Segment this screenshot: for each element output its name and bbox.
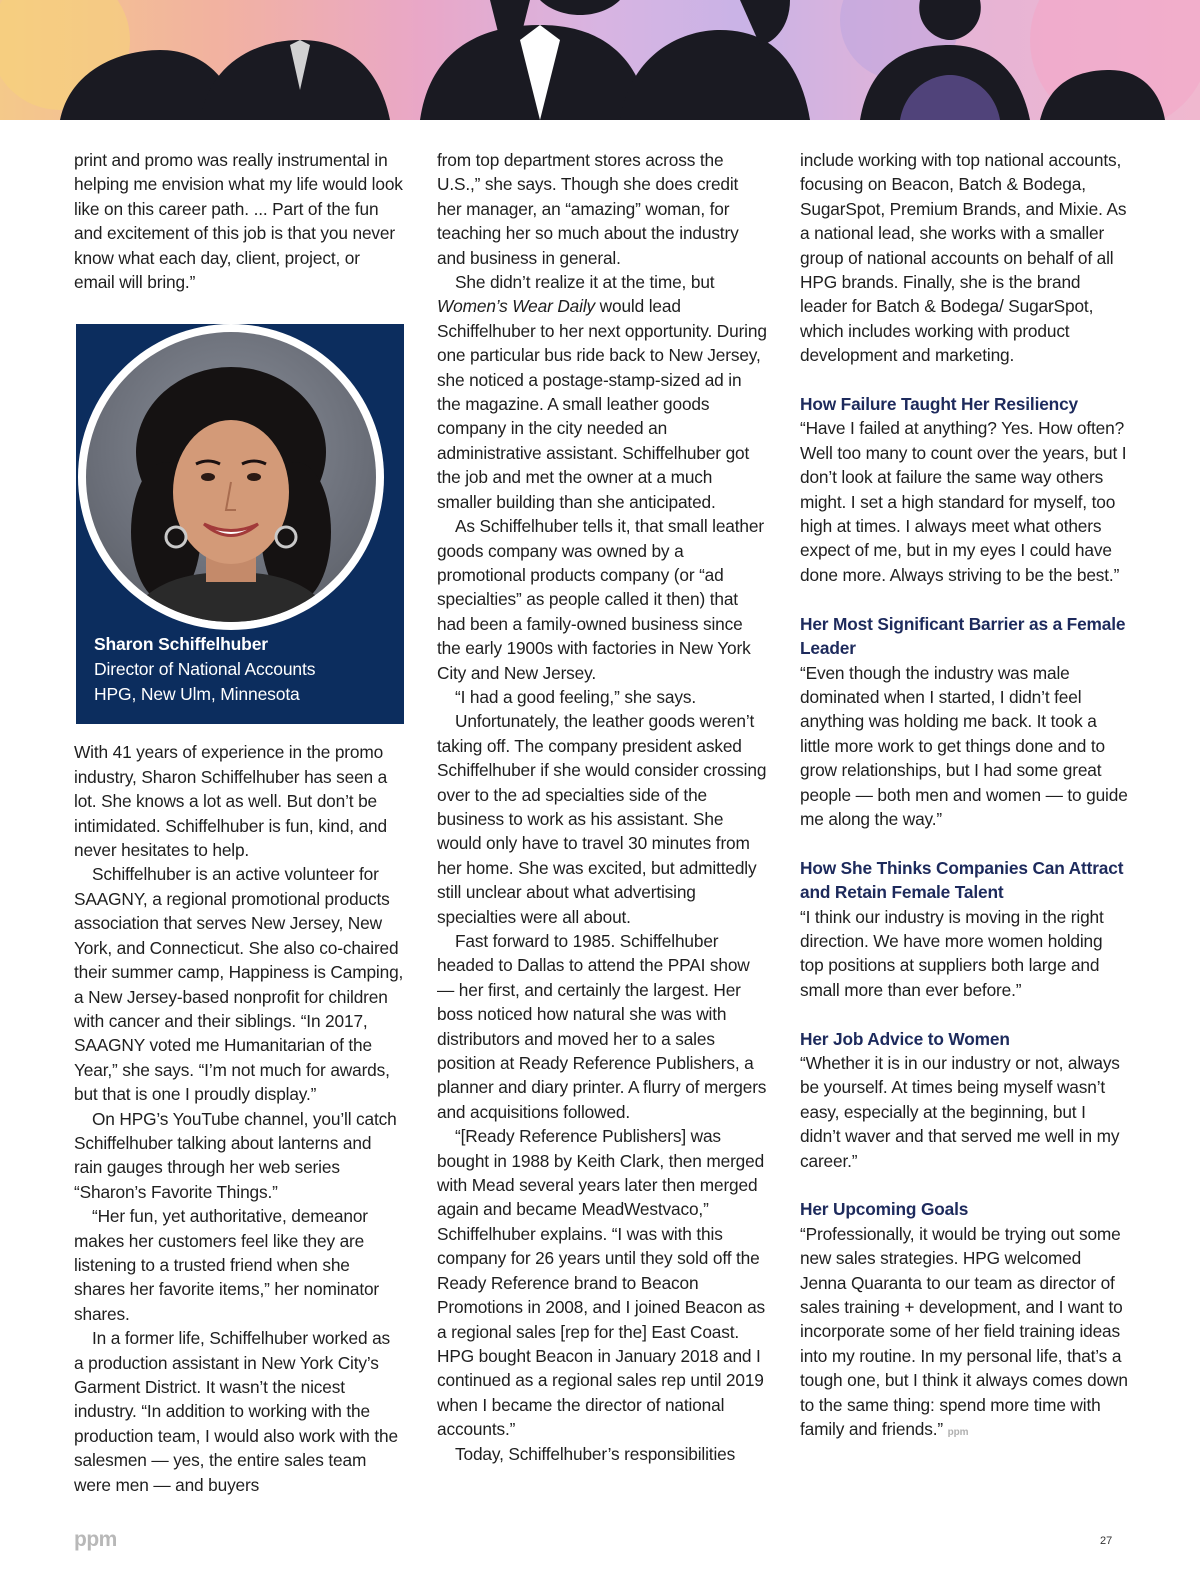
text-run: She didn’t realize it at the time, but <box>455 272 715 293</box>
body-paragraph: Unfortunately, the leather goods weren’t taking off. The company president asked Schiffelhuber if she would consider crossing over to the ad specialties side of the business to work as his assistant. She would only have to travel 30 minutes from her home. She was excited, but admittedly still unclear about what advertising specialties were all about. <box>437 711 767 927</box>
body-paragraph: from top department stores across the U.S.,” she says. Though she does credit her manager, an “amazing” woman, for teaching her so much about the industry and business in general. <box>437 150 739 268</box>
text-run: would lead Schiffelhuber to her next opportunity. During one particular bus ride back to New Jersey, she noticed a postage-stamp-sized ad in the magazine. A small leather goods company in the city needed an administrative assistant. Schiffelhuber got the job and met the owner at a much smaller building than she anticipated. <box>437 296 767 512</box>
footer-logo: ppm <box>74 1528 117 1551</box>
profile-title: Director of National Accounts <box>94 659 316 680</box>
section-heading: How She Thinks Companies Can Attract and Retain Female Talent <box>800 857 1124 903</box>
body-paragraph: Schiffelhuber is an active volunteer for SAAGNY, a regional promotional products association that serves New Jersey, New York, and Connecticut. She also co-chaired their summer camp, Happiness is Camping, a New Jersey-based nonprofit for children with cancer and their siblings. “In 2017, SAAGNY voted me Humanitarian of the Year,” she says. “I’m not much for awards, but that is one I proudly display.” <box>74 864 404 1105</box>
section-quote: “Whether it is in our industry or not, always be yourself. At times being myself wasn’t easy, especially at the beginning, but I didn’t waver and that served me well in my career.” <box>800 1052 1120 1171</box>
page-number: 27 <box>1100 1535 1113 1547</box>
portrait-frame <box>78 324 384 630</box>
quote-text: “Professionally, it would be trying out some new sales strategies. HPG welcomed Jenna Quaranta to our team as director of sales training + development, and I want to incorporate some of her field training ideas into my routine. In my personal life, that’s a tough one, but I think it always comes down to the same thing: spend more time with family and friends.” <box>800 1223 1128 1440</box>
body-paragraph: include working with top national accounts, focusing on Beacon, Batch & Bodega, SugarSpot, Premium Brands, and Mixie. As a national lead, she works with a smaller group of national accounts on behalf of all HPG brands. Finally, she is the brand leader for Batch & Bodega/ SugarSpot, which includes working with product development and marketing. <box>800 150 1127 366</box>
body-paragraph: On HPG’s YouTube channel, you’ll catch Schiffelhuber talking about lanterns and rain gauges through her web series “Sharon’s Favorite Things.” <box>74 1108 397 1202</box>
column-1 <box>74 148 404 1497</box>
body-paragraph: Fast forward to 1985. Schiffelhuber headed to Dallas to attend the PPAI show — her first, and certainly the largest. Her boss noticed how natural she was with distributors and moved her to a sales position at Ready Reference Publishers, a planner and diary printer. A flurry of mergers and acquisitions followed. <box>437 931 767 1122</box>
section-quote <box>800 1222 1130 1446</box>
profile-caption <box>94 632 315 706</box>
business-silhouettes-illustration <box>0 0 1200 120</box>
section-quote: “Have I failed at anything? Yes. How often? Well too many to count over the years, but I don’t look at failure the same way others might. I set a high standard for myself, too high at times. I always meet what others expect of me, but in my eyes I could have done more. Always striving to be the best.” <box>800 418 1127 585</box>
body-paragraph: With 41 years of experience in the promo industry, Sharon Schiffelhuber has seen a lot. She knows a lot as well. But don’t be intimidated. Schiffelhuber is fun, kind, and never hesitates to help. <box>74 742 388 861</box>
section-quote: “Even though the industry was male dominated when I started, I didn’t feel anything was holding me back. It took a little more work to get things done and to grow relationships, but I had some great people — both men and women — to guide me along the way.” <box>800 662 1128 829</box>
body-paragraph: “Her fun, yet authoritative, demeanor makes her customers feel like they are listening to a trusted friend when she shares her favorite items,” her nominator shares. <box>74 1206 380 1324</box>
publication-title: Women’s Wear Daily <box>437 296 595 317</box>
section-heading: Her Job Advice to Women <box>800 1028 1010 1049</box>
profile-card <box>76 324 404 724</box>
end-mark-logo: ppm <box>947 1427 969 1439</box>
intro-quote-paragraph: print and promo was really instrumental in helping me envision what my life would look like on this career path. ... Part of the fun and excitement of this job is that you never know what each day, client, project, or email will bring.” <box>74 150 403 293</box>
profile-name: Sharon Schiffelhuber <box>94 634 268 655</box>
profile-company: HPG, New Ulm, Minnesota <box>94 683 300 704</box>
section-heading: Her Most Significant Barrier as a Female Leader <box>800 613 1126 659</box>
portrait-photo <box>86 332 376 622</box>
body-paragraph <box>437 270 767 514</box>
hero-banner-image <box>0 0 1200 120</box>
section-heading: How Failure Taught Her Resiliency <box>800 394 1079 415</box>
section-heading: Her Upcoming Goals <box>800 1199 969 1220</box>
body-paragraph: “I had a good feeling,” she says. <box>455 686 696 707</box>
body-paragraph: In a former life, Schiffelhuber worked as a production assistant in New York City’s Garment District. It wasn’t the nicest industry. “In addition to working with the production team, I would also work with the salesmen — yes, the entire sales team were men — and buyers <box>74 1328 398 1495</box>
body-paragraph: As Schiffelhuber tells it, that small leather goods company was owned by a promotional products company (or “ad specialties” as people called it then) that had been a family-owned business since the early 1900s with factories in New York City and New Jersey. <box>437 516 764 683</box>
section-quote: “I think our industry is moving in the right direction. We have more women holding top positions at suppliers both large and small more than ever before.” <box>800 906 1104 1000</box>
person-portrait-illustration <box>86 332 376 622</box>
column-2 <box>437 148 767 1466</box>
body-paragraph: Today, Schiffelhuber’s responsibilities <box>455 1443 736 1464</box>
body-paragraph: “[Ready Reference Publishers] was bought in 1988 by Keith Clark, then merged with Mead several years later then merged again and became MeadWestvaco,” Schiffelhuber explains. “I was with this company for 26 years until they sold off the Ready Reference brand to Beacon Promotions in 2008, and I joined Beacon as a regional sales [rep for the] East Coast. HPG bought Beacon in January 2018 and I continued as a regional sales rep until 2019 when I became the director of national accounts.” <box>437 1126 766 1440</box>
column-3 <box>800 148 1130 1445</box>
